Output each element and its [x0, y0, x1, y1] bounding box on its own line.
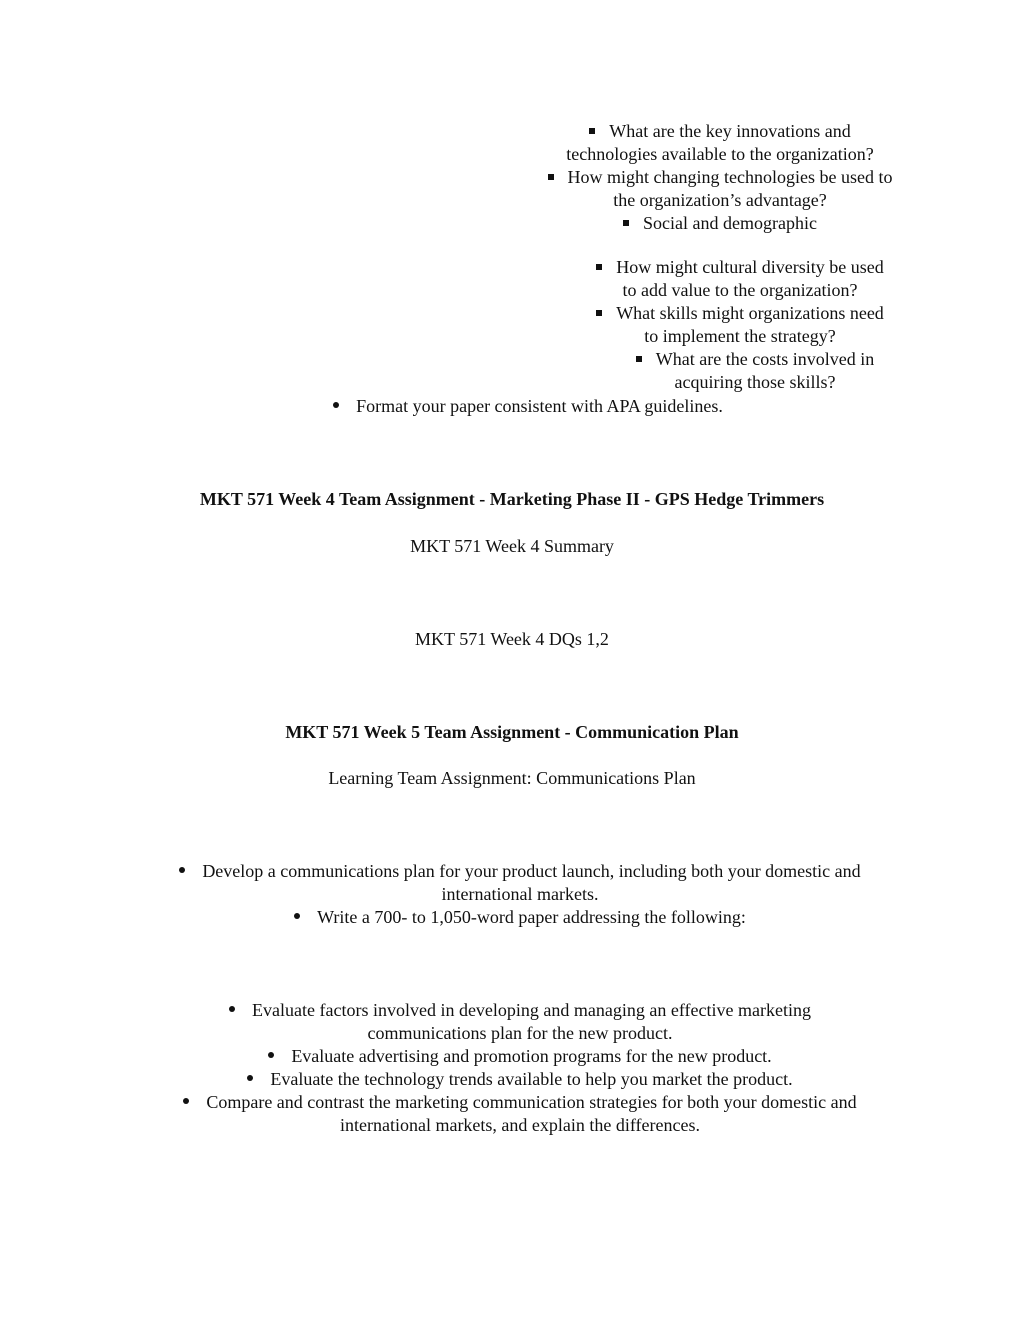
list-item: Develop a communications plan for your product launch, including both your domestic and international markets.	[120, 860, 920, 906]
week4-dqs: MKT 571 Week 4 DQs 1,2	[415, 629, 609, 649]
square-bullet-icon	[623, 220, 629, 226]
list-item: Compare and contrast the marketing communication strategies for both your domestic and international markets, and explain the differences.	[120, 1091, 920, 1137]
round-bullet-icon	[333, 402, 339, 408]
square-bullet-icon	[596, 264, 602, 270]
square-bullet-icon	[548, 174, 554, 180]
section-heading-week4: MKT 571 Week 4 Team Assignment - Marketing Phase II - GPS Hedge Trimmers	[199, 489, 825, 509]
list-item: What are the key innovations and technologies available to the organization?	[566, 121, 874, 164]
square-bullet-icon	[636, 356, 642, 362]
list-item: What skills might organizations need to implement the strategy?	[540, 302, 940, 348]
list-item: Social and demographic	[520, 212, 920, 235]
list-item: Format your paper consistent with APA guidelines.	[228, 395, 828, 418]
list-item: Evaluate the technology trends available to help you market the product.	[120, 1068, 920, 1091]
round-bullet-icon	[229, 1006, 235, 1012]
round-bullet-icon	[247, 1075, 253, 1081]
section-heading-week5: MKT 571 Week 5 Team Assignment - Communication Plan	[285, 722, 739, 742]
week4-summary: MKT 571 Week 4 Summary	[410, 536, 614, 556]
list-item: Write a 700- to 1,050-word paper addressing the following:	[120, 906, 920, 929]
round-bullet-icon	[183, 1098, 189, 1104]
square-bullet-icon	[589, 128, 595, 134]
square-bullet-icon	[596, 310, 602, 316]
week5-subheading: Learning Team Assignment: Communications Plan	[328, 768, 696, 788]
list-item: How might changing technologies be used to the organization’s advantage?	[505, 166, 935, 212]
round-bullet-icon	[179, 867, 185, 873]
round-bullet-icon	[268, 1052, 274, 1058]
list-item: What are the costs involved in acquiring those skills?	[555, 348, 955, 394]
list-item: How might cultural diversity be used to add value to the organization?	[540, 256, 940, 302]
round-bullet-icon	[294, 913, 300, 919]
list-item: Evaluate advertising and promotion programs for the new product.	[120, 1045, 920, 1068]
list-item: Evaluate factors involved in developing and managing an effective marketing communications plan for the new product.	[120, 999, 920, 1045]
